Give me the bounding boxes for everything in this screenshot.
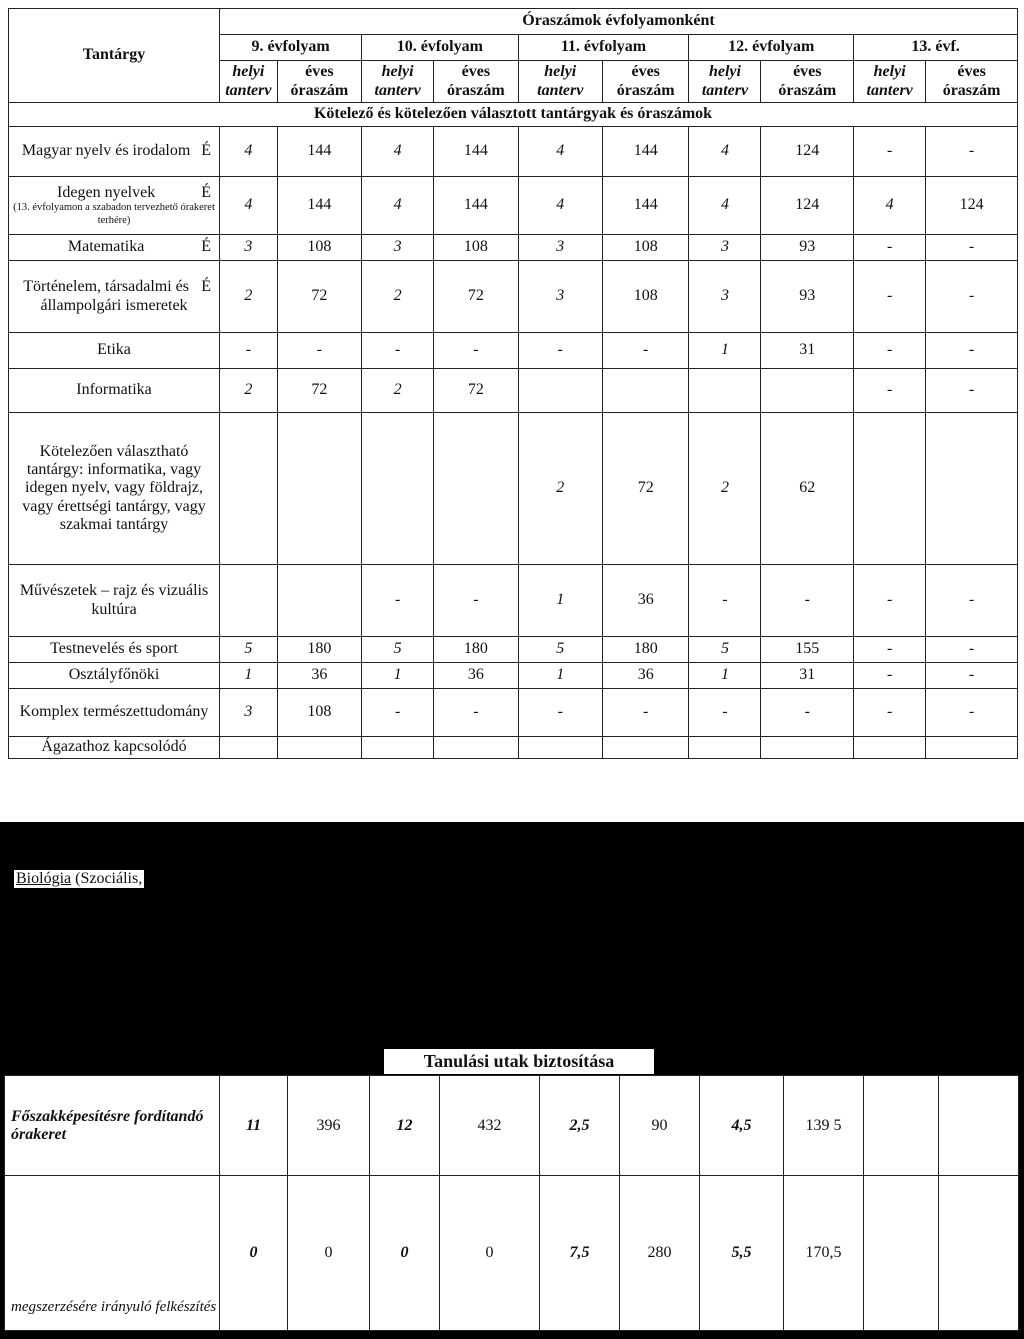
- value-cell: 108: [277, 235, 361, 261]
- value-cell: 4: [689, 177, 761, 235]
- value-cell: 144: [277, 127, 361, 177]
- value-cell: [689, 369, 761, 413]
- tanulasi-value: 0: [288, 1176, 370, 1331]
- tanulasi-value: [864, 1076, 939, 1176]
- value-cell: 180: [434, 637, 518, 663]
- value-cell: -: [926, 565, 1018, 637]
- value-cell: -: [277, 333, 361, 369]
- value-cell: -: [854, 565, 926, 637]
- value-cell: [926, 413, 1018, 565]
- value-cell: 31: [761, 663, 854, 689]
- value-cell: 93: [761, 261, 854, 333]
- col-eves-header: éves óraszám: [761, 61, 854, 103]
- table-row: [9, 333, 1018, 369]
- value-cell: -: [362, 565, 434, 637]
- tanulasi-label: Főszakképesítésre fordítandó órakeret: [5, 1076, 220, 1176]
- value-cell: 3: [220, 689, 278, 737]
- value-cell: [277, 413, 361, 565]
- tanulasi-value: 90: [620, 1076, 700, 1176]
- tanulasi-title: Tanulási utak biztosítása: [384, 1049, 654, 1074]
- value-cell: -: [926, 637, 1018, 663]
- subject-cell: [9, 637, 220, 663]
- tanulasi-value: 0: [440, 1176, 540, 1331]
- value-cell: -: [220, 333, 278, 369]
- value-cell: -: [854, 369, 926, 413]
- value-cell: [362, 737, 434, 759]
- tanulasi-value: 5,5: [700, 1176, 784, 1331]
- value-cell: -: [362, 333, 434, 369]
- value-cell: [854, 413, 926, 565]
- value-cell: 3: [220, 235, 278, 261]
- subject-name: Magyar nyelv és irodalom: [21, 142, 191, 160]
- value-cell: -: [854, 663, 926, 689]
- tanulasi-value: [864, 1176, 939, 1331]
- value-cell: [277, 737, 361, 759]
- subject-cell: [9, 261, 220, 333]
- value-cell: 72: [434, 261, 518, 333]
- hour-table: [8, 8, 1018, 759]
- subject-header: Tantárgy: [9, 9, 220, 103]
- subject-cell: [9, 127, 220, 177]
- value-cell: 4: [518, 177, 602, 235]
- value-cell: 2: [220, 369, 278, 413]
- table-row: [9, 689, 1018, 737]
- table-row: [9, 127, 1018, 177]
- tanulasi-value: 139 5: [784, 1076, 864, 1176]
- value-cell: -: [926, 333, 1018, 369]
- value-cell: -: [362, 689, 434, 737]
- value-cell: 72: [277, 369, 361, 413]
- exam-flag: É: [201, 183, 212, 201]
- value-cell: -: [689, 565, 761, 637]
- value-cell: 2: [362, 261, 434, 333]
- value-cell: [277, 565, 361, 637]
- value-cell: -: [602, 333, 688, 369]
- group-title: Óraszámok évfolyamonként: [220, 9, 1018, 35]
- value-cell: 2: [362, 369, 434, 413]
- value-cell: 4: [220, 127, 278, 177]
- exam-flag: É: [201, 142, 212, 160]
- table-row: [9, 413, 1018, 565]
- subject-cell: [9, 177, 220, 235]
- value-cell: [761, 369, 854, 413]
- tanulasi-value: 432: [440, 1076, 540, 1176]
- value-cell: 144: [602, 127, 688, 177]
- subject-cell: [9, 565, 220, 637]
- table-row: [9, 663, 1018, 689]
- table-row: [9, 235, 1018, 261]
- value-cell: 4: [689, 127, 761, 177]
- tanulasi-value: 0: [220, 1176, 288, 1331]
- grade-header: 10. évfolyam: [362, 35, 518, 61]
- value-cell: 2: [689, 413, 761, 565]
- grade-header: 12. évfolyam: [689, 35, 854, 61]
- value-cell: 180: [277, 637, 361, 663]
- value-cell: 5: [362, 637, 434, 663]
- value-cell: [761, 737, 854, 759]
- value-cell: 36: [602, 565, 688, 637]
- value-cell: [434, 413, 518, 565]
- tanulasi-label: megszerzésére irányuló felkészítés: [5, 1176, 220, 1331]
- tanulasi-value: 170,5: [784, 1176, 864, 1331]
- subject-name: Művészetek – rajz és vizuális kultúra: [19, 582, 209, 618]
- value-cell: [362, 413, 434, 565]
- subject-name: Testnevelés és sport: [50, 640, 178, 658]
- value-cell: -: [854, 637, 926, 663]
- value-cell: [689, 737, 761, 759]
- grade-header: 13. évf.: [854, 35, 1018, 61]
- value-cell: -: [761, 689, 854, 737]
- value-cell: -: [761, 565, 854, 637]
- subject-name: Informatika: [76, 381, 152, 399]
- col-helyi-header: helyi tanterv: [689, 61, 761, 103]
- subject-name: Osztályfőnöki: [68, 666, 160, 684]
- tanulasi-value: 11: [220, 1076, 288, 1176]
- value-cell: 144: [602, 177, 688, 235]
- tanulasi-value: 7,5: [540, 1176, 620, 1331]
- value-cell: 62: [761, 413, 854, 565]
- value-cell: [854, 737, 926, 759]
- value-cell: 1: [220, 663, 278, 689]
- tanulasi-row: [5, 1176, 1019, 1331]
- value-cell: -: [926, 369, 1018, 413]
- value-cell: 5: [518, 637, 602, 663]
- value-cell: 72: [277, 261, 361, 333]
- value-cell: -: [926, 261, 1018, 333]
- value-cell: [220, 737, 278, 759]
- value-cell: 1: [518, 663, 602, 689]
- value-cell: 72: [434, 369, 518, 413]
- subject-name: Matematika: [67, 238, 145, 256]
- subject-cell: [9, 333, 220, 369]
- col-eves-header: éves óraszám: [277, 61, 361, 103]
- value-cell: 1: [689, 663, 761, 689]
- value-cell: 144: [434, 177, 518, 235]
- table-row: [9, 737, 1018, 759]
- tanulasi-table: [4, 1075, 1019, 1331]
- biologia-rest: (Szociális,: [71, 870, 143, 887]
- subject-name: Etika: [97, 341, 131, 359]
- value-cell: -: [854, 127, 926, 177]
- col-helyi-header: helyi tanterv: [362, 61, 434, 103]
- value-cell: -: [434, 565, 518, 637]
- value-cell: -: [854, 689, 926, 737]
- subject-cell: [9, 413, 220, 565]
- tanulasi-value: 396: [288, 1076, 370, 1176]
- tanulasi-value: 280: [620, 1176, 700, 1331]
- value-cell: [220, 413, 278, 565]
- value-cell: 108: [602, 235, 688, 261]
- value-cell: 155: [761, 637, 854, 663]
- biologia-underlined: Biológia: [16, 870, 72, 887]
- subject-name: Kötelezően választható tantárgy: informatika, vagy idegen nyelv, vagy földrajz, vagy érettségi tantárgy, vagy szakmai tantárgy: [22, 442, 206, 534]
- subject-cell: [9, 737, 220, 759]
- value-cell: 3: [518, 235, 602, 261]
- value-cell: 108: [602, 261, 688, 333]
- exam-flag: É: [201, 238, 212, 256]
- value-cell: [602, 369, 688, 413]
- biologia-label: [14, 870, 144, 888]
- value-cell: 1: [689, 333, 761, 369]
- tanulasi-value: 12: [370, 1076, 440, 1176]
- value-cell: -: [518, 333, 602, 369]
- value-cell: 93: [761, 235, 854, 261]
- value-cell: 3: [689, 235, 761, 261]
- subject-name: Történelem, társadalmi és állampolgári ismeretek: [23, 278, 189, 314]
- table-row: [9, 369, 1018, 413]
- table-row: [9, 261, 1018, 333]
- value-cell: 4: [362, 127, 434, 177]
- value-cell: 3: [362, 235, 434, 261]
- value-cell: 4: [854, 177, 926, 235]
- value-cell: 144: [434, 127, 518, 177]
- value-cell: -: [854, 261, 926, 333]
- value-cell: -: [926, 127, 1018, 177]
- value-cell: 124: [761, 127, 854, 177]
- subject-name: Ágazathoz kapcsolódó: [41, 738, 187, 756]
- subject-cell: [9, 663, 220, 689]
- col-helyi-header: helyi tanterv: [854, 61, 926, 103]
- value-cell: 36: [602, 663, 688, 689]
- value-cell: 4: [220, 177, 278, 235]
- exam-flag: É: [201, 278, 212, 296]
- value-cell: -: [434, 333, 518, 369]
- subject-name: Komplex természettudomány: [19, 703, 209, 721]
- value-cell: [518, 369, 602, 413]
- subject-cell: [9, 689, 220, 737]
- value-cell: 36: [277, 663, 361, 689]
- value-cell: [518, 737, 602, 759]
- value-cell: 108: [277, 689, 361, 737]
- grade-header: 11. évfolyam: [518, 35, 689, 61]
- value-cell: -: [689, 689, 761, 737]
- value-cell: 124: [926, 177, 1018, 235]
- value-cell: [434, 737, 518, 759]
- tanulasi-value: 0: [370, 1176, 440, 1331]
- grade-header: 9. évfolyam: [220, 35, 362, 61]
- col-helyi-header: helyi tanterv: [220, 61, 278, 103]
- value-cell: -: [926, 663, 1018, 689]
- value-cell: 144: [277, 177, 361, 235]
- value-cell: -: [854, 333, 926, 369]
- value-cell: 3: [689, 261, 761, 333]
- table-row: [9, 565, 1018, 637]
- section-title: Kötelező és kötelezően választott tantárgyak és óraszámok: [9, 103, 1018, 127]
- tanulasi-value: 2,5: [540, 1076, 620, 1176]
- value-cell: 124: [761, 177, 854, 235]
- value-cell: 108: [434, 235, 518, 261]
- value-cell: 72: [602, 413, 688, 565]
- tanulasi-value: [939, 1076, 1019, 1176]
- value-cell: 5: [220, 637, 278, 663]
- value-cell: 1: [518, 565, 602, 637]
- col-eves-header: éves óraszám: [926, 61, 1018, 103]
- value-cell: [926, 737, 1018, 759]
- col-eves-header: éves óraszám: [434, 61, 518, 103]
- table-row: [9, 177, 1018, 235]
- tanulasi-value: 4,5: [700, 1076, 784, 1176]
- value-cell: 4: [362, 177, 434, 235]
- subject-note: (13. évfolyamon a szabadon tervezhető órakeret terhére): [13, 202, 215, 226]
- value-cell: -: [926, 235, 1018, 261]
- col-eves-header: éves óraszám: [602, 61, 688, 103]
- value-cell: 2: [220, 261, 278, 333]
- tanulasi-row: [5, 1076, 1019, 1176]
- value-cell: 2: [518, 413, 602, 565]
- value-cell: 1: [362, 663, 434, 689]
- tanulasi-value: [939, 1176, 1019, 1331]
- value-cell: -: [854, 235, 926, 261]
- value-cell: 3: [518, 261, 602, 333]
- subject-cell: [9, 369, 220, 413]
- table-row: [9, 637, 1018, 663]
- value-cell: 5: [689, 637, 761, 663]
- value-cell: -: [926, 689, 1018, 737]
- value-cell: [220, 565, 278, 637]
- value-cell: -: [518, 689, 602, 737]
- value-cell: -: [434, 689, 518, 737]
- subject-name: Idegen nyelvek: [57, 183, 156, 201]
- value-cell: -: [602, 689, 688, 737]
- col-helyi-header: helyi tanterv: [518, 61, 602, 103]
- value-cell: 180: [602, 637, 688, 663]
- value-cell: 4: [518, 127, 602, 177]
- value-cell: [602, 737, 688, 759]
- value-cell: 31: [761, 333, 854, 369]
- value-cell: 36: [434, 663, 518, 689]
- subject-cell: [9, 235, 220, 261]
